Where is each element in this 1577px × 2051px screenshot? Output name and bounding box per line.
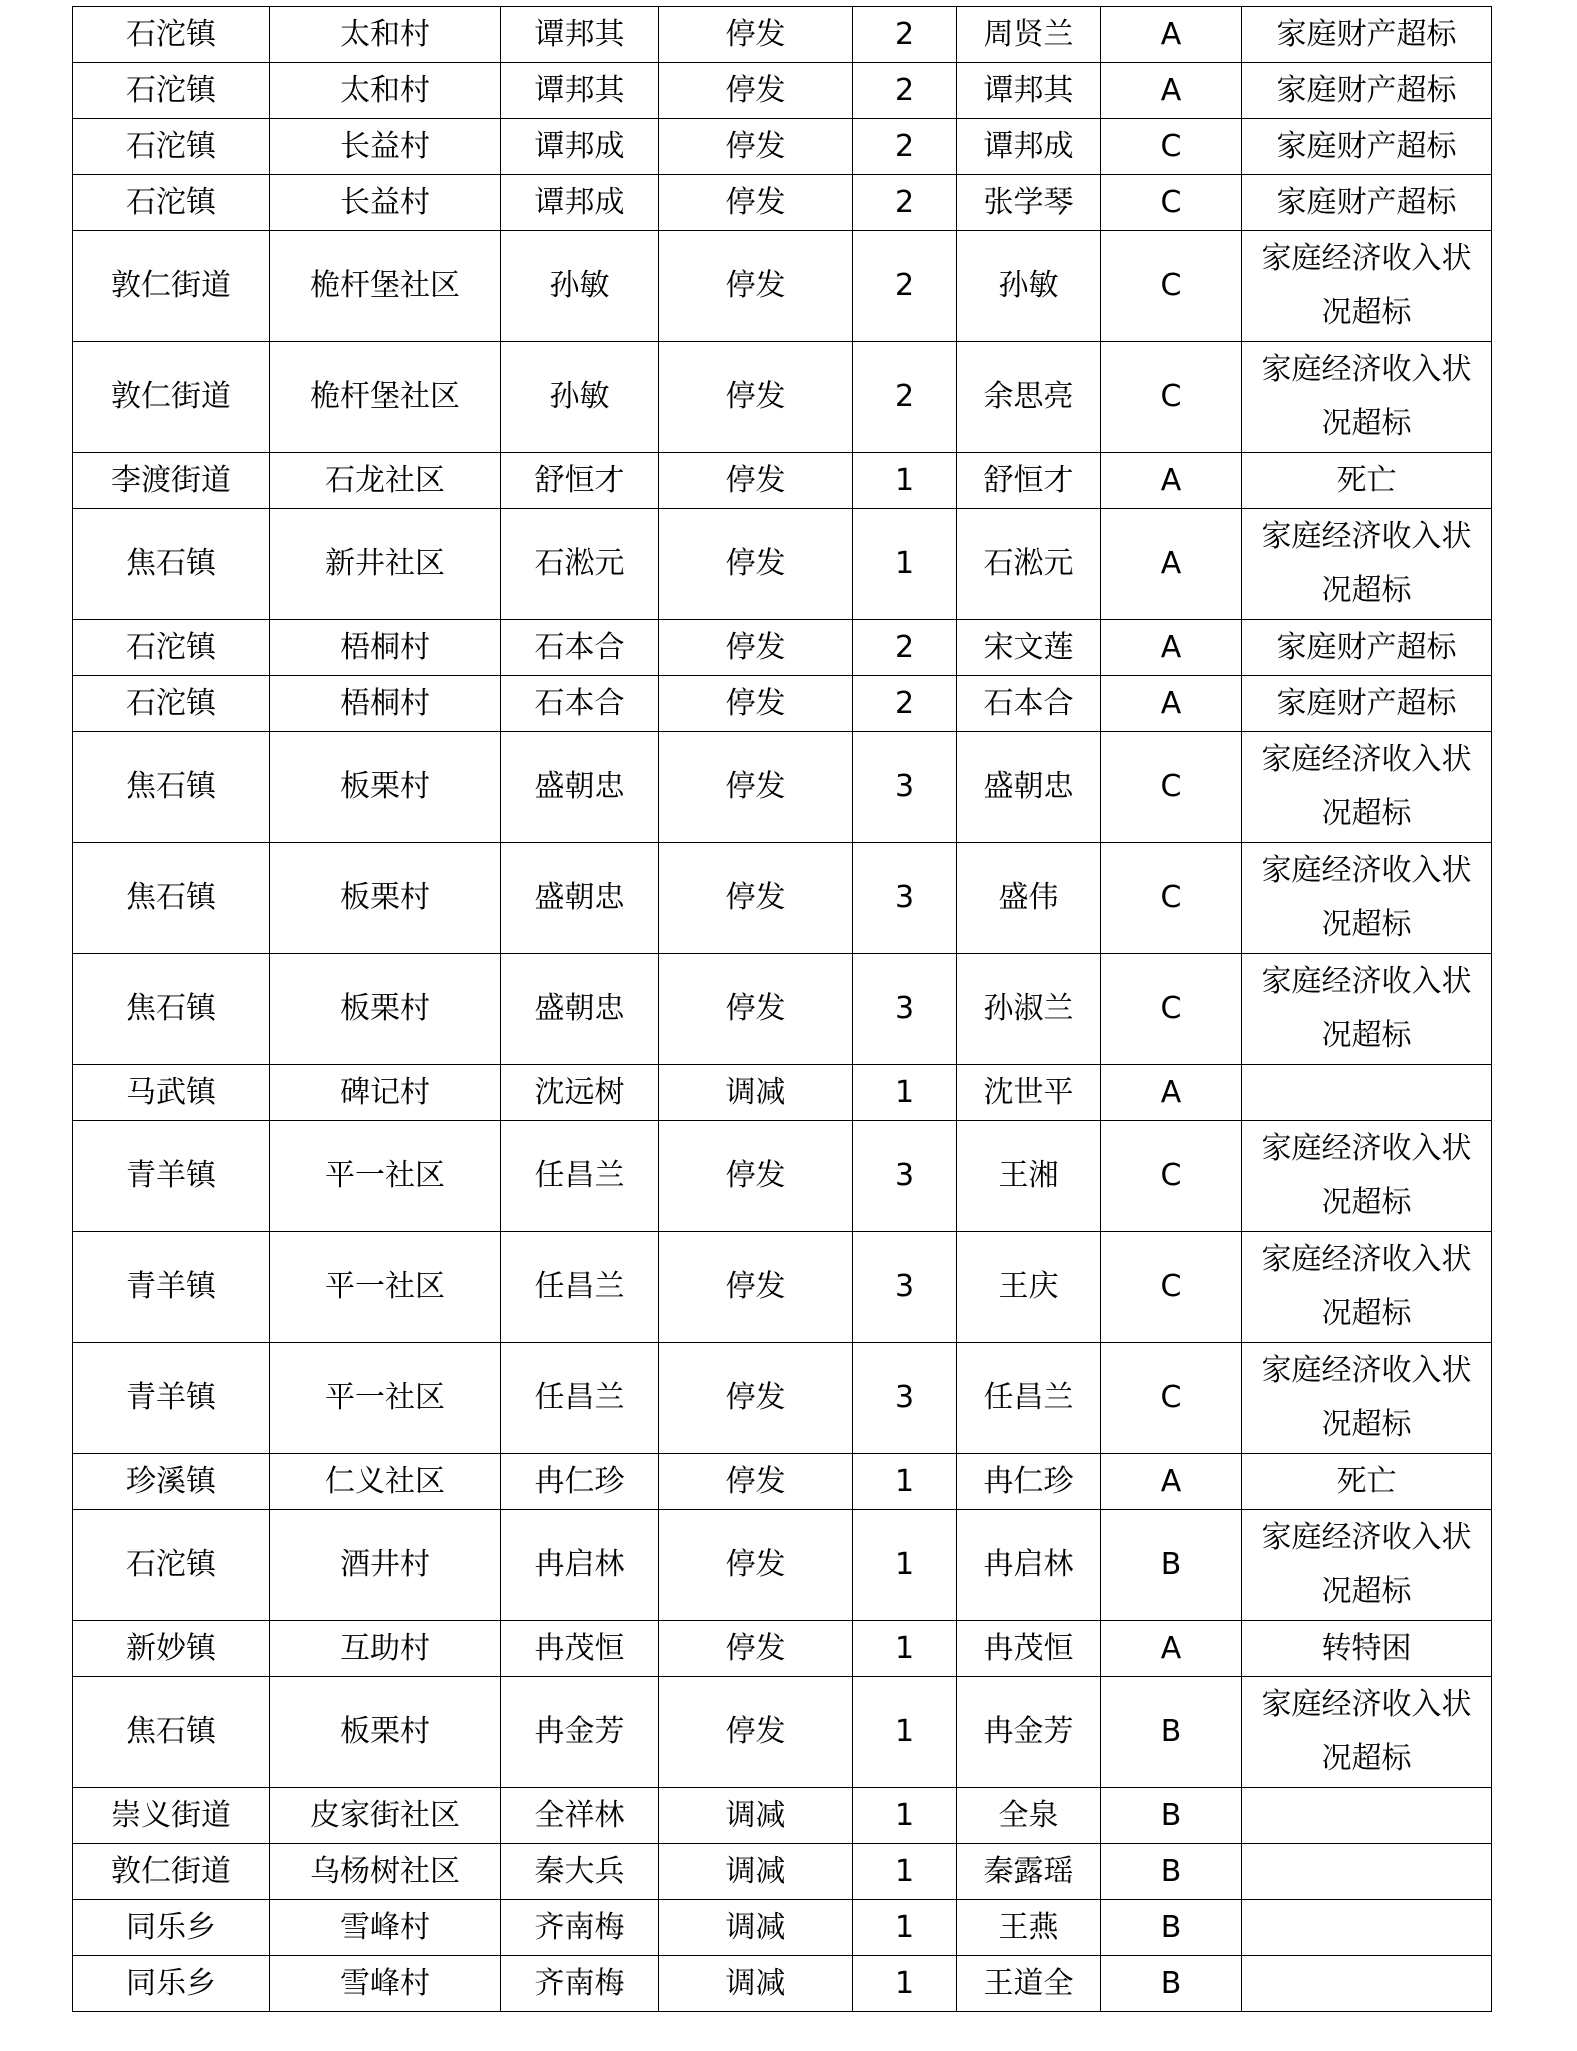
table-row <box>73 1121 1492 1232</box>
cell-reason: 家庭经济收入状况超标 <box>1242 954 1492 1065</box>
cell-village: 板栗村 <box>270 732 501 843</box>
cell-town: 石沱镇 <box>73 7 270 63</box>
cell-member: 冉仁珍 <box>957 1454 1101 1510</box>
cell-village: 平一社区 <box>270 1343 501 1454</box>
cell-reason: 家庭财产超标 <box>1242 676 1492 732</box>
cell-town: 石沱镇 <box>73 63 270 119</box>
cell-category: A <box>1101 453 1242 509</box>
cell-village: 板栗村 <box>270 954 501 1065</box>
table-row <box>73 63 1492 119</box>
table-row <box>73 453 1492 509</box>
cell-action: 调减 <box>659 1900 853 1956</box>
cell-category: B <box>1101 1510 1242 1621</box>
cell-count: 1 <box>853 1844 957 1900</box>
cell-head: 谭邦其 <box>501 7 659 63</box>
cell-reason: 家庭经济收入状况超标 <box>1242 1232 1492 1343</box>
cell-category: C <box>1101 175 1242 231</box>
cell-category: C <box>1101 1232 1242 1343</box>
cell-category: A <box>1101 1065 1242 1121</box>
cell-village: 雪峰村 <box>270 1900 501 1956</box>
cell-action: 停发 <box>659 954 853 1065</box>
cell-count: 3 <box>853 1343 957 1454</box>
roster-table <box>72 6 1492 2012</box>
cell-head: 孙敏 <box>501 231 659 342</box>
cell-count: 1 <box>853 1065 957 1121</box>
cell-village: 新井社区 <box>270 509 501 620</box>
cell-count: 2 <box>853 7 957 63</box>
cell-member: 王道全 <box>957 1956 1101 2012</box>
cell-count: 2 <box>853 63 957 119</box>
cell-category: A <box>1101 63 1242 119</box>
cell-member: 舒恒才 <box>957 453 1101 509</box>
cell-action: 停发 <box>659 620 853 676</box>
table-row <box>73 954 1492 1065</box>
cell-action: 停发 <box>659 7 853 63</box>
cell-member: 孙敏 <box>957 231 1101 342</box>
cell-town: 李渡街道 <box>73 453 270 509</box>
cell-count: 1 <box>853 1956 957 2012</box>
table-row <box>73 1900 1492 1956</box>
cell-action: 停发 <box>659 732 853 843</box>
cell-village: 梧桐村 <box>270 676 501 732</box>
cell-member: 盛朝忠 <box>957 732 1101 843</box>
cell-member: 宋文莲 <box>957 620 1101 676</box>
cell-action: 停发 <box>659 1510 853 1621</box>
cell-category: A <box>1101 676 1242 732</box>
cell-town: 青羊镇 <box>73 1121 270 1232</box>
cell-town: 石沱镇 <box>73 1510 270 1621</box>
cell-head: 盛朝忠 <box>501 843 659 954</box>
cell-member: 张学琴 <box>957 175 1101 231</box>
cell-action: 停发 <box>659 63 853 119</box>
cell-member: 余思亮 <box>957 342 1101 453</box>
table-row <box>73 676 1492 732</box>
cell-member: 石淞元 <box>957 509 1101 620</box>
cell-category: B <box>1101 1788 1242 1844</box>
cell-count: 2 <box>853 342 957 453</box>
cell-count: 2 <box>853 620 957 676</box>
cell-town: 敦仁街道 <box>73 342 270 453</box>
cell-reason: 家庭财产超标 <box>1242 63 1492 119</box>
cell-count: 3 <box>853 843 957 954</box>
cell-category: B <box>1101 1677 1242 1788</box>
cell-action: 停发 <box>659 676 853 732</box>
cell-head: 任昌兰 <box>501 1232 659 1343</box>
cell-head: 沈远树 <box>501 1065 659 1121</box>
cell-village: 碑记村 <box>270 1065 501 1121</box>
cell-town: 焦石镇 <box>73 843 270 954</box>
cell-town: 敦仁街道 <box>73 231 270 342</box>
cell-reason: 家庭经济收入状况超标 <box>1242 732 1492 843</box>
cell-member: 孙淑兰 <box>957 954 1101 1065</box>
cell-reason: 家庭经济收入状况超标 <box>1242 231 1492 342</box>
cell-village: 雪峰村 <box>270 1956 501 2012</box>
cell-town: 石沱镇 <box>73 620 270 676</box>
table-row <box>73 1844 1492 1900</box>
cell-category: C <box>1101 843 1242 954</box>
cell-action: 停发 <box>659 1621 853 1677</box>
cell-reason: 家庭经济收入状况超标 <box>1242 1510 1492 1621</box>
cell-village: 平一社区 <box>270 1232 501 1343</box>
cell-member: 任昌兰 <box>957 1343 1101 1454</box>
cell-action: 停发 <box>659 509 853 620</box>
cell-reason: 家庭财产超标 <box>1242 119 1492 175</box>
cell-action: 调减 <box>659 1788 853 1844</box>
cell-member: 王庆 <box>957 1232 1101 1343</box>
cell-action: 停发 <box>659 231 853 342</box>
cell-town: 青羊镇 <box>73 1343 270 1454</box>
table-row <box>73 1956 1492 2012</box>
cell-village: 酒井村 <box>270 1510 501 1621</box>
cell-category: C <box>1101 342 1242 453</box>
table-row <box>73 119 1492 175</box>
cell-head: 盛朝忠 <box>501 954 659 1065</box>
cell-count: 2 <box>853 119 957 175</box>
table-row <box>73 1065 1492 1121</box>
cell-action: 停发 <box>659 119 853 175</box>
cell-village: 板栗村 <box>270 843 501 954</box>
cell-reason: 家庭财产超标 <box>1242 175 1492 231</box>
table-row <box>73 1677 1492 1788</box>
cell-category: B <box>1101 1844 1242 1900</box>
cell-count: 3 <box>853 732 957 843</box>
cell-count: 1 <box>853 1454 957 1510</box>
table-row <box>73 1510 1492 1621</box>
cell-village: 平一社区 <box>270 1121 501 1232</box>
cell-town: 石沱镇 <box>73 676 270 732</box>
cell-reason: 死亡 <box>1242 1454 1492 1510</box>
cell-count: 1 <box>853 1788 957 1844</box>
cell-count: 2 <box>853 231 957 342</box>
cell-reason <box>1242 1900 1492 1956</box>
cell-village: 桅杆堡社区 <box>270 231 501 342</box>
cell-count: 1 <box>853 1677 957 1788</box>
cell-town: 崇义街道 <box>73 1788 270 1844</box>
cell-member: 冉启林 <box>957 1510 1101 1621</box>
cell-head: 舒恒才 <box>501 453 659 509</box>
table-row <box>73 342 1492 453</box>
cell-member: 周贤兰 <box>957 7 1101 63</box>
cell-village: 长益村 <box>270 175 501 231</box>
cell-town: 焦石镇 <box>73 509 270 620</box>
cell-count: 1 <box>853 1900 957 1956</box>
cell-member: 王湘 <box>957 1121 1101 1232</box>
cell-count: 1 <box>853 509 957 620</box>
cell-category: C <box>1101 119 1242 175</box>
cell-head: 冉仁珍 <box>501 1454 659 1510</box>
cell-count: 2 <box>853 175 957 231</box>
cell-action: 停发 <box>659 1677 853 1788</box>
cell-town: 新妙镇 <box>73 1621 270 1677</box>
cell-category: C <box>1101 732 1242 843</box>
cell-village: 太和村 <box>270 7 501 63</box>
cell-reason: 家庭经济收入状况超标 <box>1242 1343 1492 1454</box>
cell-reason: 家庭经济收入状况超标 <box>1242 1677 1492 1788</box>
cell-member: 王燕 <box>957 1900 1101 1956</box>
cell-action: 调减 <box>659 1956 853 2012</box>
cell-town: 敦仁街道 <box>73 1844 270 1900</box>
cell-head: 石本合 <box>501 676 659 732</box>
table-row <box>73 1454 1492 1510</box>
cell-town: 青羊镇 <box>73 1232 270 1343</box>
cell-category: C <box>1101 231 1242 342</box>
cell-action: 停发 <box>659 843 853 954</box>
cell-town: 珍溪镇 <box>73 1454 270 1510</box>
table-row <box>73 1343 1492 1454</box>
table-row <box>73 1788 1492 1844</box>
cell-count: 1 <box>853 1621 957 1677</box>
cell-head: 石本合 <box>501 620 659 676</box>
cell-town: 同乐乡 <box>73 1900 270 1956</box>
cell-town: 马武镇 <box>73 1065 270 1121</box>
cell-village: 互助村 <box>270 1621 501 1677</box>
cell-head: 任昌兰 <box>501 1121 659 1232</box>
cell-head: 冉茂恒 <box>501 1621 659 1677</box>
cell-reason: 死亡 <box>1242 453 1492 509</box>
cell-head: 石淞元 <box>501 509 659 620</box>
cell-action: 停发 <box>659 1232 853 1343</box>
cell-town: 焦石镇 <box>73 1677 270 1788</box>
cell-village: 长益村 <box>270 119 501 175</box>
cell-reason <box>1242 1065 1492 1121</box>
cell-reason: 家庭经济收入状况超标 <box>1242 843 1492 954</box>
cell-reason: 家庭财产超标 <box>1242 7 1492 63</box>
cell-head: 秦大兵 <box>501 1844 659 1900</box>
cell-village: 石龙社区 <box>270 453 501 509</box>
cell-action: 停发 <box>659 1343 853 1454</box>
cell-count: 3 <box>853 1121 957 1232</box>
table-row <box>73 620 1492 676</box>
table-row <box>73 7 1492 63</box>
cell-action: 调减 <box>659 1065 853 1121</box>
cell-category: C <box>1101 1343 1242 1454</box>
cell-head: 谭邦成 <box>501 175 659 231</box>
cell-reason: 转特困 <box>1242 1621 1492 1677</box>
cell-count: 1 <box>853 1510 957 1621</box>
cell-count: 3 <box>853 1232 957 1343</box>
cell-town: 焦石镇 <box>73 954 270 1065</box>
cell-count: 1 <box>853 453 957 509</box>
cell-village: 梧桐村 <box>270 620 501 676</box>
roster-body <box>73 7 1492 2012</box>
cell-head: 全祥林 <box>501 1788 659 1844</box>
cell-head: 冉启林 <box>501 1510 659 1621</box>
cell-reason <box>1242 1788 1492 1844</box>
cell-member: 谭邦其 <box>957 63 1101 119</box>
cell-village: 太和村 <box>270 63 501 119</box>
cell-reason: 家庭经济收入状况超标 <box>1242 342 1492 453</box>
cell-town: 石沱镇 <box>73 119 270 175</box>
cell-head: 盛朝忠 <box>501 732 659 843</box>
cell-category: B <box>1101 1956 1242 2012</box>
cell-action: 停发 <box>659 1121 853 1232</box>
cell-count: 2 <box>853 676 957 732</box>
cell-member: 冉金芳 <box>957 1677 1101 1788</box>
cell-category: C <box>1101 954 1242 1065</box>
cell-town: 同乐乡 <box>73 1956 270 2012</box>
cell-reason: 家庭经济收入状况超标 <box>1242 1121 1492 1232</box>
table-row <box>73 509 1492 620</box>
cell-member: 全泉 <box>957 1788 1101 1844</box>
table-row <box>73 732 1492 843</box>
cell-category: C <box>1101 1121 1242 1232</box>
cell-reason: 家庭经济收入状况超标 <box>1242 509 1492 620</box>
cell-category: B <box>1101 1900 1242 1956</box>
cell-head: 齐南梅 <box>501 1900 659 1956</box>
cell-member: 秦露瑶 <box>957 1844 1101 1900</box>
cell-action: 停发 <box>659 342 853 453</box>
cell-village: 板栗村 <box>270 1677 501 1788</box>
cell-village: 仁义社区 <box>270 1454 501 1510</box>
cell-member: 谭邦成 <box>957 119 1101 175</box>
cell-head: 任昌兰 <box>501 1343 659 1454</box>
cell-reason: 家庭财产超标 <box>1242 620 1492 676</box>
cell-member: 盛伟 <box>957 843 1101 954</box>
cell-reason <box>1242 1956 1492 2012</box>
cell-count: 3 <box>853 954 957 1065</box>
cell-action: 停发 <box>659 453 853 509</box>
cell-village: 桅杆堡社区 <box>270 342 501 453</box>
cell-category: A <box>1101 1454 1242 1510</box>
cell-action: 停发 <box>659 175 853 231</box>
cell-village: 乌杨树社区 <box>270 1844 501 1900</box>
cell-member: 冉茂恒 <box>957 1621 1101 1677</box>
cell-head: 谭邦成 <box>501 119 659 175</box>
cell-action: 停发 <box>659 1454 853 1510</box>
table-row <box>73 231 1492 342</box>
table-row <box>73 1621 1492 1677</box>
cell-member: 沈世平 <box>957 1065 1101 1121</box>
table-row <box>73 175 1492 231</box>
cell-member: 石本合 <box>957 676 1101 732</box>
cell-town: 石沱镇 <box>73 175 270 231</box>
cell-category: A <box>1101 1621 1242 1677</box>
cell-head: 冉金芳 <box>501 1677 659 1788</box>
cell-reason <box>1242 1844 1492 1900</box>
cell-head: 孙敏 <box>501 342 659 453</box>
cell-village: 皮家街社区 <box>270 1788 501 1844</box>
cell-head: 齐南梅 <box>501 1956 659 2012</box>
cell-category: A <box>1101 7 1242 63</box>
cell-category: A <box>1101 620 1242 676</box>
cell-town: 焦石镇 <box>73 732 270 843</box>
cell-category: A <box>1101 509 1242 620</box>
cell-action: 调减 <box>659 1844 853 1900</box>
table-row <box>73 843 1492 954</box>
table-row <box>73 1232 1492 1343</box>
cell-head: 谭邦其 <box>501 63 659 119</box>
